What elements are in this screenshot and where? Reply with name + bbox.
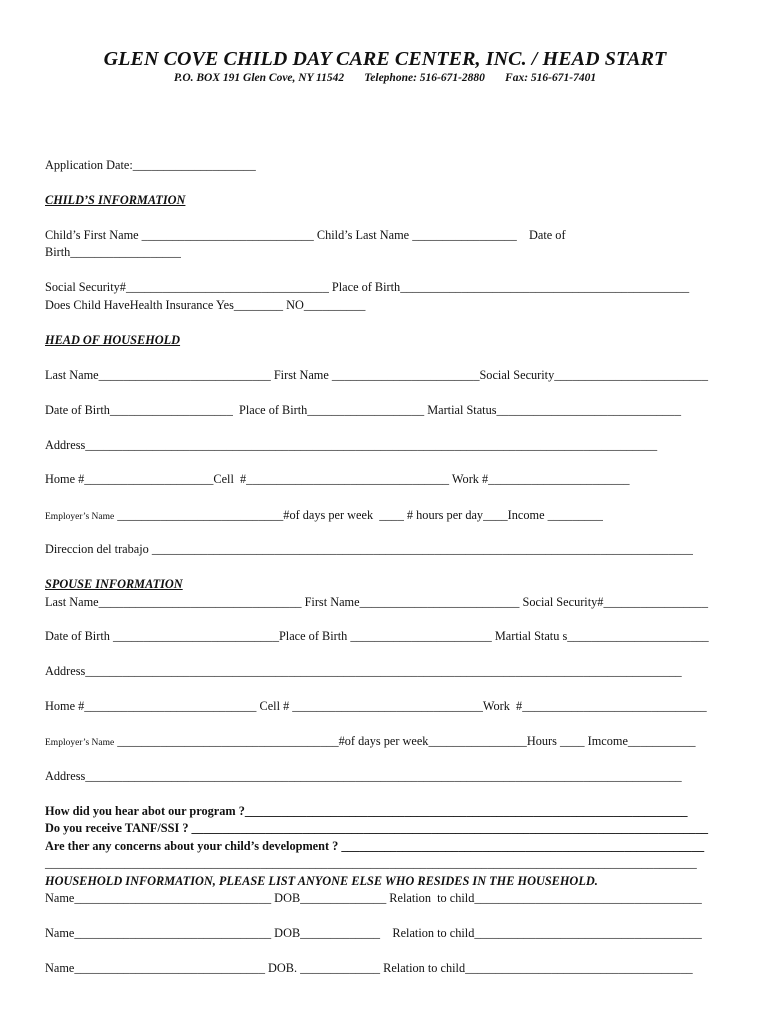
contact-info: P.O. BOX 191 Glen Cove, NY 11542 Telephone: 516-671-2880 Fax: 516-671-7401 — [173, 72, 597, 84]
employer-rest: ____________________________________#of days per week________________Hours ____ Imcome___________ — [114, 734, 696, 748]
spouse-phone-field[interactable]: Home #____________________________ Cell # _______________________________Work #______________________________ — [45, 699, 707, 713]
development-question[interactable]: Are ther any concerns about your child’s development ? ___________________________________________________________ — [45, 839, 705, 853]
head-address-field[interactable]: Address_____________________________________________________________________________________________ — [45, 438, 658, 452]
spouse-employer-field[interactable] — [45, 733, 696, 751]
spouse-info-heading: SPOUSE INFORMATION — [45, 577, 183, 591]
child-insurance-field[interactable]: Does Child HaveHealth Insurance Yes________ NO__________ — [45, 298, 366, 312]
head-phone-field[interactable]: Home #_____________________Cell #_________________________________ Work #_______________________ — [45, 472, 630, 486]
employer-label: Employer’s Name — [45, 512, 115, 522]
household-member-row[interactable]: Name________________________________ DOB______________ Relation to child_____________________________________ — [45, 891, 702, 905]
development-question-continuation[interactable]: __________________________________________________________________________________________________________ — [45, 856, 697, 870]
form-title: GLEN COVE CHILD DAY CARE CENTER, INC. / HEAD START — [103, 48, 667, 70]
program-source-question[interactable]: How did you hear abot our program ?________________________________________________________________________ — [45, 804, 688, 818]
spouse-work-address-field[interactable]: Address_________________________________________________________________________________________________ — [45, 769, 682, 783]
child-birth-field[interactable]: Birth__________________ — [45, 245, 181, 259]
tanf-question[interactable]: Do you receive TANF/SSI ? ____________________________________________________________________________________ — [45, 821, 709, 835]
household-member-row[interactable]: Name_______________________________ DOB. _____________ Relation to child_____________________________________ — [45, 961, 693, 975]
child-info-heading: CHILD’S INFORMATION — [45, 193, 186, 207]
head-name-field[interactable]: Last Name____________________________ First Name ________________________Social Security_________________________ — [45, 368, 708, 382]
application-date-field[interactable]: Application Date:____________________ — [45, 158, 256, 172]
household-member-row[interactable]: Name________________________________ DOB_____________ Relation to child_____________________________________ — [45, 926, 702, 940]
employer-rest: ___________________________#of days per week ____ # hours per day____Income _________ — [114, 508, 603, 522]
spouse-dob-field[interactable]: Date of Birth ___________________________Place of Birth _______________________ Martial Statu s_______________________ — [45, 629, 709, 643]
head-employer-field[interactable] — [45, 507, 603, 525]
spouse-name-field[interactable]: Last Name_________________________________ First Name__________________________ Social Security#_________________ — [45, 595, 708, 609]
head-dob-field[interactable]: Date of Birth____________________ Place of Birth___________________ Martial Status______________________________ — [45, 403, 681, 417]
head-work-address-field[interactable]: Direccion del trabajo ________________________________________________________________________________________ — [45, 542, 693, 556]
household-info-heading: HOUSEHOLD INFORMATION, PLEASE LIST ANYONE ELSE WHO RESIDES IN THE HOUSEHOLD. — [45, 874, 598, 888]
child-ssn-field[interactable]: Social Security#_________________________________ Place of Birth_______________________________________________ — [45, 280, 690, 294]
child-name-field[interactable]: Child’s First Name ____________________________ Child’s Last Name _________________ Date of — [45, 228, 566, 242]
employer-label: Employer’s Name — [45, 738, 115, 748]
head-of-household-heading: HEAD OF HOUSEHOLD — [45, 333, 181, 347]
spouse-address-field[interactable]: Address_________________________________________________________________________________________________ — [45, 664, 682, 678]
